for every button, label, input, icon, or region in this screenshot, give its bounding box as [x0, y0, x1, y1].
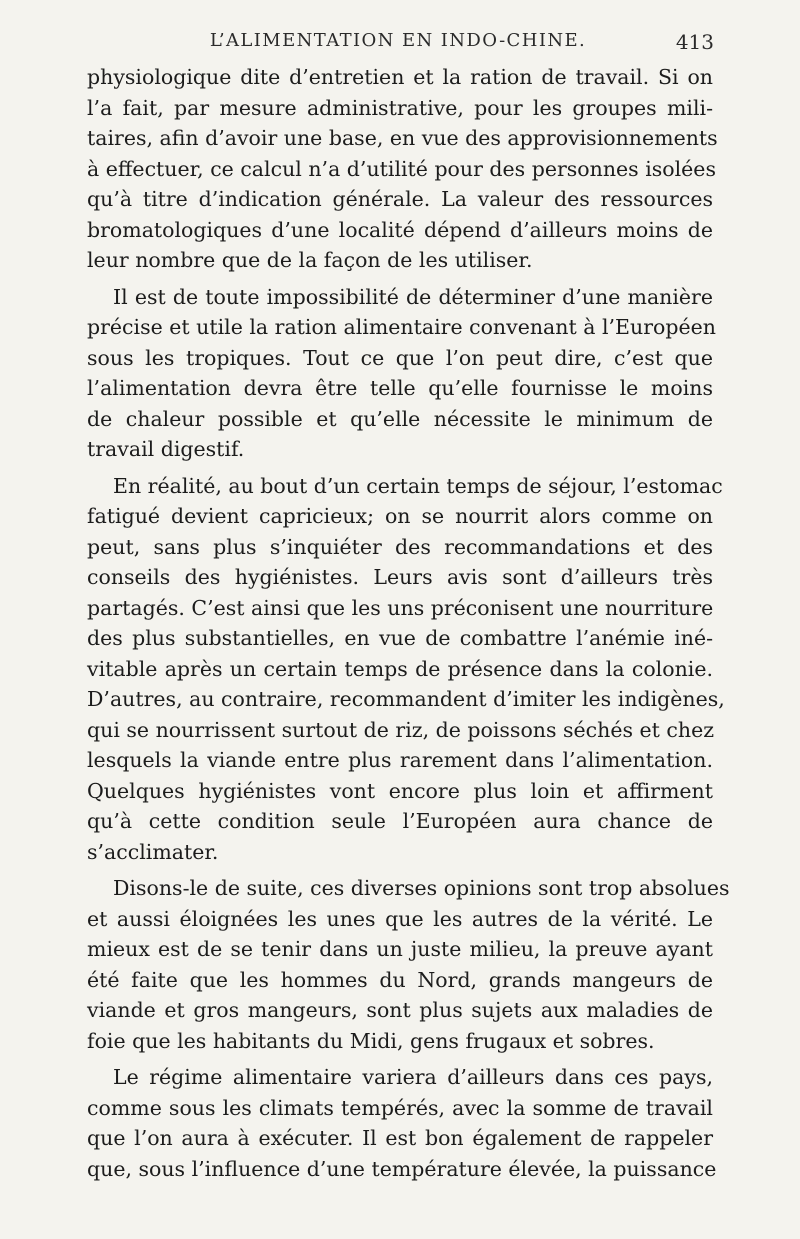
text-line: qu’à titre d’indication générale. La valeur des ressources	[87, 187, 713, 211]
text-line: physiologique dite d’entretien et la ration de travail. Si on	[87, 65, 713, 89]
text-line: D’autres, au contraire, recommandent d’imiter les indigènes,	[87, 687, 725, 711]
text-line: Le régime alimentaire variera d’ailleurs dans ces pays,	[113, 1065, 713, 1089]
page-number: 413	[675, 30, 714, 54]
text-line: viande et gros mangeurs, sont plus sujets aux maladies de	[87, 998, 713, 1022]
paragraph	[87, 62, 718, 276]
text-line: à effectuer, ce calcul n’a d’utilité pour des personnes isolées	[87, 156, 716, 181]
text-line: l’alimentation devra être telle qu’elle fournisse le moins	[87, 376, 713, 400]
text-line: mieux est de se tenir dans un juste milieu, la preuve ayant	[87, 937, 713, 961]
text-line: que l’on aura à exécuter. Il est bon également de rappeler	[87, 1126, 713, 1150]
running-head	[82, 30, 714, 60]
text-line: lesquels la viande entre plus rarement dans l’alimentation.	[87, 748, 713, 772]
body-text	[87, 62, 730, 1184]
text-line: sous les tropiques. Tout ce que l’on peut dire, c’est que	[87, 345, 713, 370]
paragraph	[87, 471, 725, 868]
text-line: précise et utile la ration alimentaire convenant à l’Européen	[87, 315, 716, 339]
text-line: des plus substantielles, en vue de combattre l’anémie iné-	[87, 626, 713, 650]
text-line: conseils des hygiénistes. Leurs avis sont d’ailleurs très	[87, 565, 713, 589]
text-line: Quelques hygiénistes vont encore plus loin et affirment	[87, 778, 713, 803]
text-line: que, sous l’influence d’une température élevée, la puissance	[87, 1156, 717, 1181]
text-line: leur nombre que de la façon de les utiliser.	[87, 248, 533, 272]
text-line: travail digestif.	[87, 437, 245, 461]
text-line: peut, sans plus s’inquiéter des recommandations et des	[87, 534, 713, 559]
text-line: de chaleur possible et qu’elle nécessite le minimum de	[87, 406, 713, 431]
paragraph	[87, 1062, 717, 1184]
text-line: foie que les habitants du Midi, gens frugaux et sobres.	[87, 1028, 655, 1053]
text-line: s’acclimater.	[87, 839, 219, 864]
text-line: qu’à cette condition seule l’Européen aura chance de	[87, 809, 713, 833]
text-line: bromatologiques d’une localité dépend d’ailleurs moins de	[87, 217, 713, 242]
text-line: Disons-le de suite, ces diverses opinions sont trop absolues	[113, 876, 730, 900]
running-title: L’ALIMENTATION EN INDO-CHINE.	[209, 30, 587, 51]
text-line: qui se nourrissent surtout de riz, de poissons séchés et chez	[87, 717, 715, 742]
text-line: fatigué devient capricieux; on se nourrit alors comme on	[87, 504, 713, 528]
text-line: et aussi éloignées les unes que les autres de la vérité. Le	[87, 906, 713, 931]
text-line: En réalité, au bout d’un certain temps de séjour, l’estomac	[113, 473, 723, 498]
text-line: taires, afin d’avoir une base, en vue des approvisionnements	[87, 126, 718, 150]
paragraph	[87, 873, 730, 1056]
text-line: l’a fait, par mesure administrative, pour les groupes mili-	[87, 95, 713, 120]
text-line: vitable après un certain temps de présence dans la colonie.	[87, 656, 713, 681]
text-line: Il est de toute impossibilité de déterminer d’une manière	[113, 284, 713, 309]
paragraph	[87, 282, 716, 465]
text-line: été faite que les hommes du Nord, grands mangeurs de	[87, 967, 713, 992]
text-line: partagés. C’est ainsi que les uns préconisent une nourriture	[87, 595, 714, 620]
text-line: comme sous les climats tempérés, avec la somme de travail	[87, 1095, 713, 1120]
